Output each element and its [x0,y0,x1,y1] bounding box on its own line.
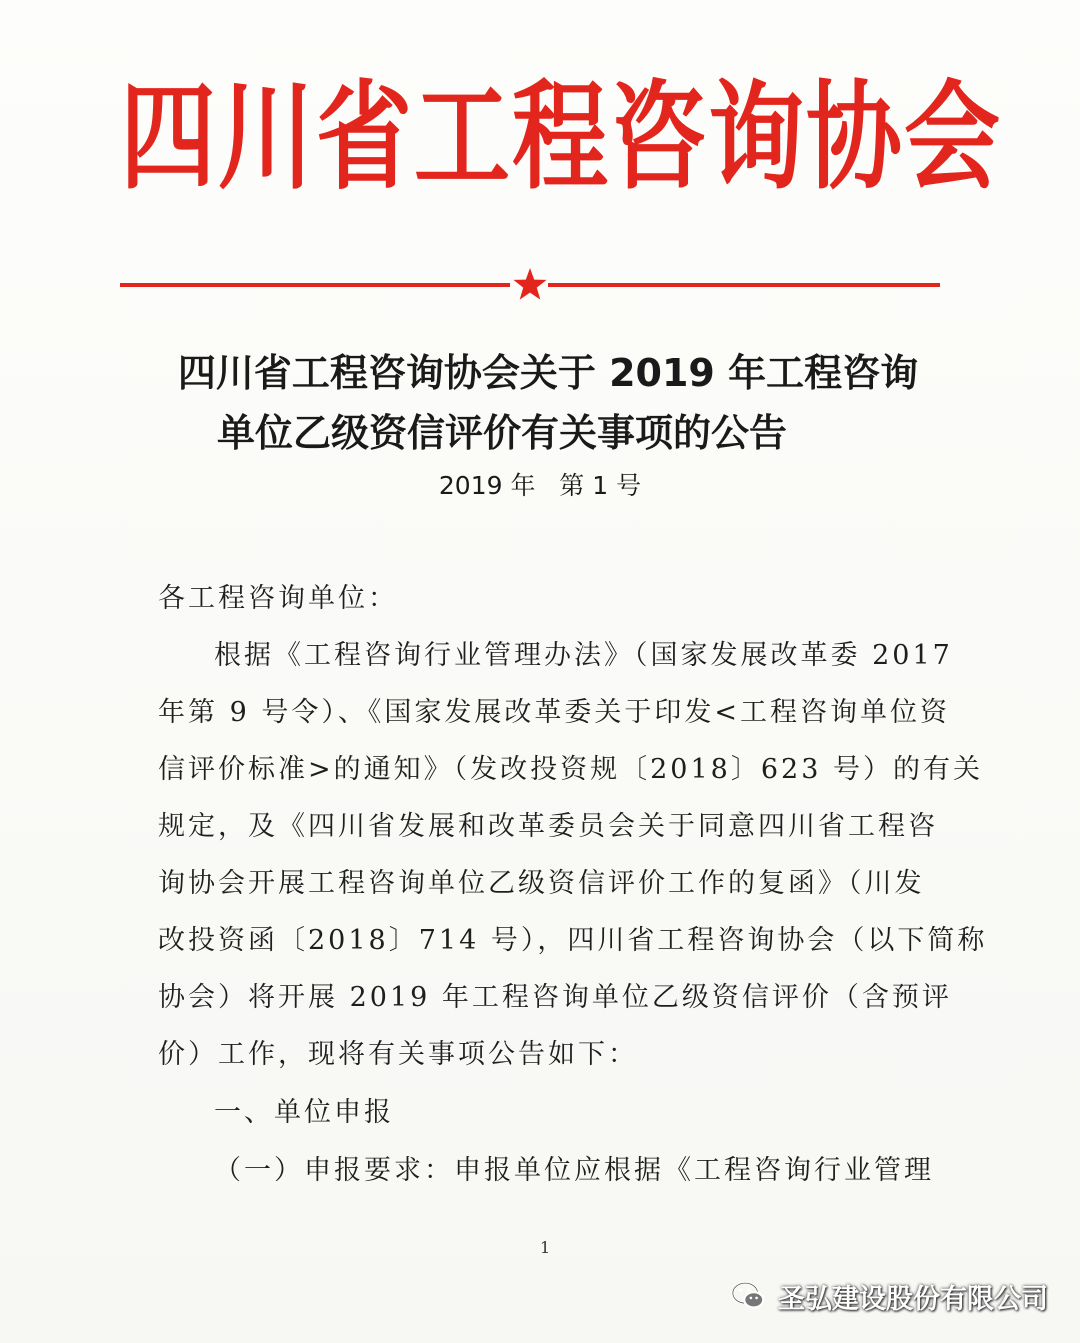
letterhead-org-name: 四川省工程咨询协会 [120,68,1002,206]
star-icon [512,266,548,302]
paragraph-line: 询协会开展工程咨询单位乙级资信评价工作的复函》（川发 [158,868,925,899]
paragraph-line: 年第 9 号令）、《国家发展改革委关于印发<工程咨询单位资 [158,697,950,728]
notice-title-line2: 单位乙级资信评价有关事项的公告 [216,411,787,455]
paragraph-line: 改投资函〔2018〕714 号），四川省工程咨询协会（以下简称 [158,925,988,956]
notice-title-line1: 四川省工程咨询协会关于 2019 年工程咨询 [177,351,919,395]
document-number: 2019 年 第 1 号 [438,471,642,500]
paragraph-line: 价）工作，现将有关事项公告如下： [158,1039,638,1070]
red-divider-left [120,283,510,287]
section-heading: 一、单位申报 [214,1097,394,1128]
salutation: 各工程咨询单位： [158,583,398,614]
red-divider-right [548,283,940,287]
paragraph-line: 信评价标准>的通知》（发改投资规〔2018〕623 号）的有关 [158,754,983,785]
section-item: （一）申报要求：申报单位应根据《工程咨询行业管理 [214,1155,934,1186]
paragraph-line: 协会）将开展 2019 年工程咨询单位乙级资信评价（含预评 [158,982,952,1013]
page-marker: 1 [540,1238,551,1257]
paragraph-line: 规定，及《四川省发展和改革委员会关于同意四川省工程咨 [158,811,938,842]
watermark [730,1276,1048,1316]
watermark-text: 圣弘建设股份有限公司 [778,1283,1048,1315]
paragraph-line: 根据《工程咨询行业管理办法》（国家发展改革委 2017 [214,640,953,671]
wechat-icon [730,1277,768,1315]
